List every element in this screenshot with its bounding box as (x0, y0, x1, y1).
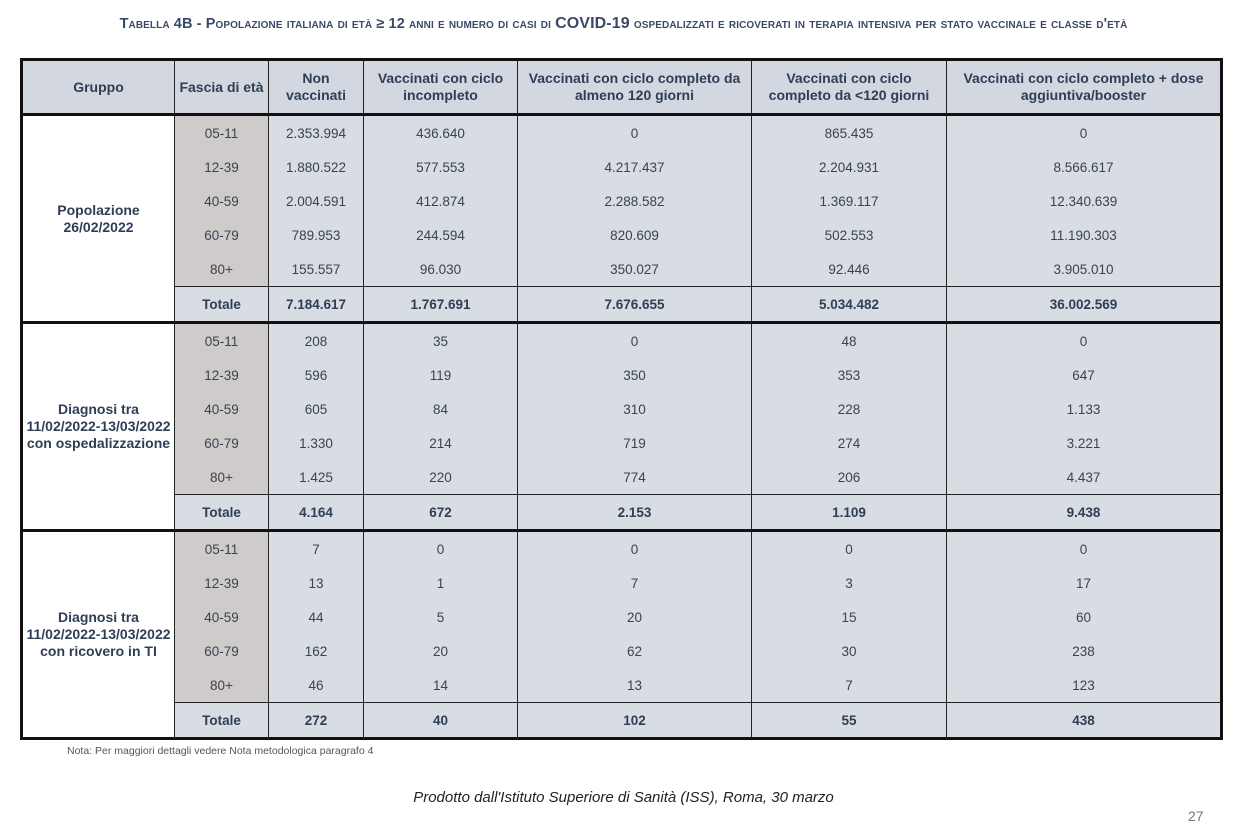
value-cell: 12.340.639 (947, 184, 1222, 218)
footer-credit: Prodotto dall'Istituto Superiore di Sanità (ISS), Roma, 30 marzo (413, 789, 834, 806)
value-cell: 238 (947, 634, 1222, 668)
value-cell: 44 (269, 600, 364, 634)
value-cell: 1.425 (269, 460, 364, 495)
value-cell: 13 (269, 566, 364, 600)
total-label: Totale (175, 287, 269, 323)
table-row (22, 252, 1222, 287)
value-cell: 647 (947, 358, 1222, 392)
value-cell: 35 (364, 323, 518, 359)
value-cell: 436.640 (364, 115, 518, 151)
group-label: Popolazione 26/02/2022 (22, 115, 175, 323)
value-cell: 820.609 (518, 218, 752, 252)
total-value-cell: 5.034.482 (752, 287, 947, 323)
age-band-cell: 80+ (175, 668, 269, 703)
value-cell: 60 (947, 600, 1222, 634)
page-number: 27 (1188, 808, 1204, 824)
value-cell: 208 (269, 323, 364, 359)
table-row (22, 531, 1222, 567)
header-gruppo: Gruppo (22, 60, 175, 115)
value-cell: 244.594 (364, 218, 518, 252)
vaccination-table (20, 58, 1223, 740)
total-row (22, 495, 1222, 531)
age-band-cell: 12-39 (175, 150, 269, 184)
value-cell: 20 (364, 634, 518, 668)
age-band-cell: 05-11 (175, 323, 269, 359)
value-cell: 596 (269, 358, 364, 392)
table-row (22, 150, 1222, 184)
total-value-cell: 55 (752, 703, 947, 739)
value-cell: 15 (752, 600, 947, 634)
value-cell: 48 (752, 323, 947, 359)
value-cell: 46 (269, 668, 364, 703)
value-cell: 774 (518, 460, 752, 495)
value-cell: 11.190.303 (947, 218, 1222, 252)
value-cell: 1.330 (269, 426, 364, 460)
value-cell: 30 (752, 634, 947, 668)
total-row (22, 703, 1222, 739)
value-cell: 220 (364, 460, 518, 495)
value-cell: 1.369.117 (752, 184, 947, 218)
value-cell: 17 (947, 566, 1222, 600)
table-row (22, 600, 1222, 634)
value-cell: 0 (518, 115, 752, 151)
header-booster: Vaccinati con ciclo completo + dose aggiuntiva/booster (947, 60, 1222, 115)
age-band-cell: 40-59 (175, 392, 269, 426)
value-cell: 4.217.437 (518, 150, 752, 184)
total-value-cell: 40 (364, 703, 518, 739)
value-cell: 7 (269, 531, 364, 567)
total-value-cell: 1.109 (752, 495, 947, 531)
value-cell: 412.874 (364, 184, 518, 218)
value-cell: 84 (364, 392, 518, 426)
value-cell: 8.566.617 (947, 150, 1222, 184)
group-label: Diagnosi tra 11/02/2022-13/03/2022 con ricovero in TI (22, 531, 175, 739)
value-cell: 0 (947, 531, 1222, 567)
value-cell: 274 (752, 426, 947, 460)
age-band-cell: 80+ (175, 252, 269, 287)
value-cell: 0 (518, 531, 752, 567)
value-cell: 206 (752, 460, 947, 495)
total-value-cell: 1.767.691 (364, 287, 518, 323)
value-cell: 1 (364, 566, 518, 600)
total-value-cell: 272 (269, 703, 364, 739)
value-cell: 20 (518, 600, 752, 634)
age-band-cell: 12-39 (175, 566, 269, 600)
value-cell: 2.204.931 (752, 150, 947, 184)
age-band-cell: 40-59 (175, 184, 269, 218)
age-band-cell: 60-79 (175, 218, 269, 252)
table-title-suffix: ospedalizzati e ricoverati in terapia intensiva per stato vaccinale e classe d'età (629, 16, 1128, 32)
value-cell: 7 (752, 668, 947, 703)
table-row (22, 358, 1222, 392)
value-cell: 7 (518, 566, 752, 600)
value-cell: 0 (947, 323, 1222, 359)
total-label: Totale (175, 703, 269, 739)
value-cell: 2.288.582 (518, 184, 752, 218)
value-cell: 353 (752, 358, 947, 392)
age-band-cell: 05-11 (175, 531, 269, 567)
table-row (22, 460, 1222, 495)
value-cell: 605 (269, 392, 364, 426)
header-non-vaccinati: Non vaccinati (269, 60, 364, 115)
value-cell: 96.030 (364, 252, 518, 287)
total-value-cell: 7.184.617 (269, 287, 364, 323)
value-cell: 5 (364, 600, 518, 634)
value-cell: 1.880.522 (269, 150, 364, 184)
value-cell: 0 (947, 115, 1222, 151)
header-ciclo-incompleto: Vaccinati con ciclo incompleto (364, 60, 518, 115)
total-value-cell: 9.438 (947, 495, 1222, 531)
value-cell: 3 (752, 566, 947, 600)
value-cell: 13 (518, 668, 752, 703)
table-row (22, 115, 1222, 151)
age-band-cell: 60-79 (175, 634, 269, 668)
value-cell: 577.553 (364, 150, 518, 184)
table-body (22, 115, 1222, 739)
value-cell: 119 (364, 358, 518, 392)
value-cell: 3.221 (947, 426, 1222, 460)
total-label: Totale (175, 495, 269, 531)
value-cell: 719 (518, 426, 752, 460)
total-value-cell: 438 (947, 703, 1222, 739)
value-cell: 228 (752, 392, 947, 426)
total-value-cell: 2.153 (518, 495, 752, 531)
total-value-cell: 672 (364, 495, 518, 531)
value-cell: 62 (518, 634, 752, 668)
age-band-cell: 60-79 (175, 426, 269, 460)
value-cell: 3.905.010 (947, 252, 1222, 287)
value-cell: 14 (364, 668, 518, 703)
header-completo-lt120: Vaccinati con ciclo completo da <120 giorni (752, 60, 947, 115)
value-cell: 0 (752, 531, 947, 567)
header-completo-120: Vaccinati con ciclo completo da almeno 120 giorni (518, 60, 752, 115)
table-row (22, 426, 1222, 460)
value-cell: 4.437 (947, 460, 1222, 495)
value-cell: 350.027 (518, 252, 752, 287)
header-row (22, 60, 1222, 115)
total-value-cell: 7.676.655 (518, 287, 752, 323)
value-cell: 789.953 (269, 218, 364, 252)
value-cell: 0 (518, 323, 752, 359)
value-cell: 310 (518, 392, 752, 426)
value-cell: 2.004.591 (269, 184, 364, 218)
table-row (22, 668, 1222, 703)
table-row (22, 392, 1222, 426)
total-value-cell: 36.002.569 (947, 287, 1222, 323)
total-value-cell: 4.164 (269, 495, 364, 531)
value-cell: 123 (947, 668, 1222, 703)
value-cell: 502.553 (752, 218, 947, 252)
group-label: Diagnosi tra 11/02/2022-13/03/2022 con ospedalizzazione (22, 323, 175, 531)
value-cell: 350 (518, 358, 752, 392)
table-title (20, 14, 1227, 34)
value-cell: 1.133 (947, 392, 1222, 426)
age-band-cell: 12-39 (175, 358, 269, 392)
total-value-cell: 102 (518, 703, 752, 739)
table-row (22, 184, 1222, 218)
table-row (22, 634, 1222, 668)
header-fascia: Fascia di età (175, 60, 269, 115)
age-band-cell: 05-11 (175, 115, 269, 151)
total-row (22, 287, 1222, 323)
value-cell: 162 (269, 634, 364, 668)
table-row (22, 566, 1222, 600)
value-cell: 2.353.994 (269, 115, 364, 151)
value-cell: 0 (364, 531, 518, 567)
value-cell: 155.557 (269, 252, 364, 287)
table-row (22, 218, 1222, 252)
value-cell: 92.446 (752, 252, 947, 287)
table-row (22, 323, 1222, 359)
value-cell: 865.435 (752, 115, 947, 151)
value-cell: 214 (364, 426, 518, 460)
methodology-note: Nota: Per maggiori dettagli vedere Nota metodologica paragrafo 4 (67, 745, 374, 757)
age-band-cell: 80+ (175, 460, 269, 495)
table-title-prefix: Tabella 4B - Popolazione italiana di età ≥ 12 anni e numero di casi di (119, 16, 556, 32)
table-title-covid: COVID-19 (555, 15, 630, 32)
age-band-cell: 40-59 (175, 600, 269, 634)
